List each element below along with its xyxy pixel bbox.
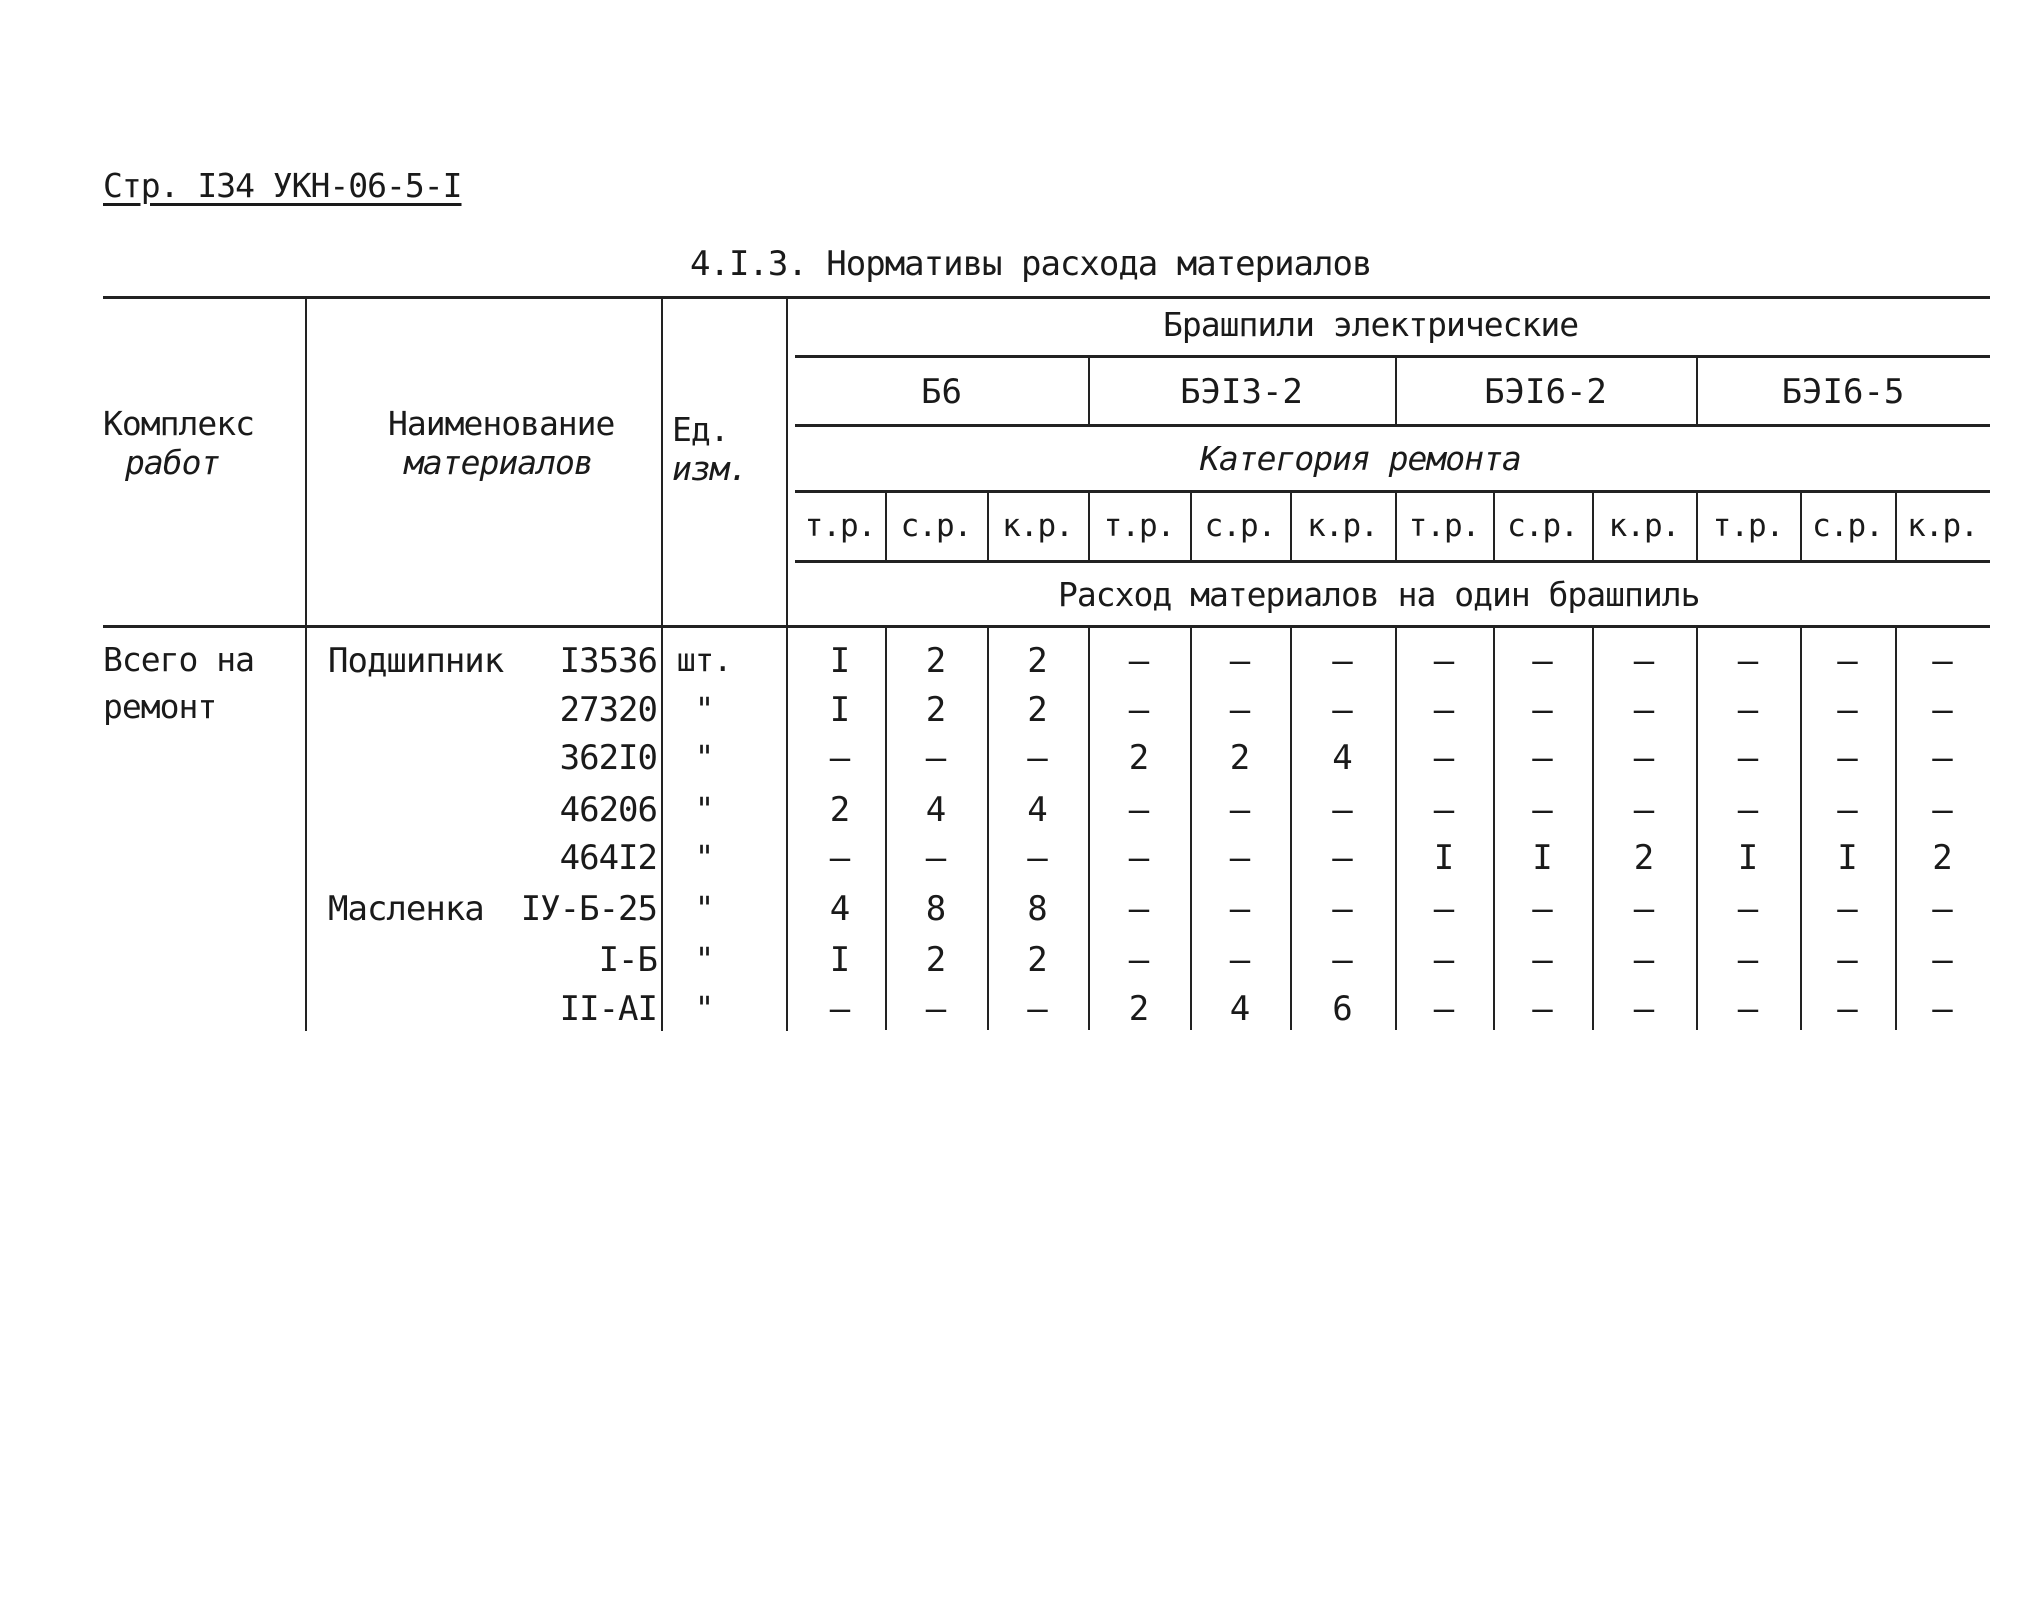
value-cell: – — [1737, 940, 1759, 980]
value-cell: I — [1433, 838, 1455, 878]
col-header-work — [103, 404, 254, 482]
value-cell: 4 — [1332, 738, 1353, 778]
value-cell: – — [829, 738, 851, 778]
value-cell: – — [1433, 641, 1455, 681]
value-cell: – — [1332, 838, 1353, 878]
value-cell: 2 — [829, 790, 851, 830]
value-cell: – — [1532, 889, 1553, 929]
value-cell: – — [1737, 690, 1759, 730]
value-cell: – — [1332, 641, 1353, 681]
value-cell: – — [829, 838, 851, 878]
value-cell: – — [1837, 889, 1858, 929]
value-cell: – — [1837, 738, 1858, 778]
col-header-unit-line2: изм. — [672, 449, 748, 488]
repair-category-title: Категория ремонта — [1200, 439, 1521, 478]
model-label: Б6 — [921, 372, 962, 412]
unit-cell: " — [694, 690, 714, 728]
value-cell: – — [1633, 940, 1655, 980]
value-cell: 4 — [925, 790, 947, 830]
repair-type-label: т.р. — [1408, 508, 1480, 544]
value-cell: – — [1128, 889, 1150, 929]
value-cell: – — [1633, 641, 1655, 681]
value-cell: 4 — [829, 889, 851, 929]
value-cell: 8 — [1027, 889, 1048, 929]
value-cell: – — [925, 838, 947, 878]
value-cell: – — [1027, 838, 1048, 878]
repair-type-label: с.р. — [900, 508, 972, 544]
value-cell: 2 — [1229, 738, 1251, 778]
work-line1: Всего на — [103, 640, 254, 679]
repair-type-rule — [795, 560, 1990, 563]
repair-type-label: т.р. — [804, 508, 876, 544]
value-cell: – — [1433, 790, 1455, 830]
unit-cell: шт. — [676, 641, 732, 679]
value-cell: 2 — [1128, 738, 1150, 778]
value-cell: – — [1837, 940, 1858, 980]
value-cell: 2 — [925, 940, 947, 980]
value-cell: – — [1633, 690, 1655, 730]
unit-cell: " — [694, 989, 714, 1027]
value-cell: – — [1229, 690, 1251, 730]
unit-cell: " — [694, 738, 714, 776]
value-cell: – — [925, 738, 947, 778]
work-description — [103, 640, 254, 726]
consumption-title: Расход материалов на один брашпиль — [1058, 575, 1700, 614]
value-cell: – — [1433, 738, 1455, 778]
value-cell: – — [1128, 690, 1150, 730]
value-cell: 2 — [1027, 690, 1048, 730]
value-cell: – — [1932, 889, 1953, 929]
material-code: II-AI — [559, 989, 657, 1029]
material-code: 464I2 — [559, 838, 657, 878]
value-cell: – — [1837, 641, 1858, 681]
repair-type-label: с.р. — [1507, 508, 1578, 544]
col-header-unit-line1: Ед. — [672, 410, 729, 449]
value-cell: – — [1633, 790, 1655, 830]
value-cell: – — [1633, 889, 1655, 929]
model-label: БЭI3-2 — [1180, 372, 1303, 412]
material-code: I3536 — [559, 641, 657, 681]
value-cell: – — [1229, 641, 1251, 681]
value-cell: – — [1737, 738, 1759, 778]
value-cell: – — [1128, 838, 1150, 878]
value-cell: I — [1837, 838, 1858, 878]
value-cell: – — [1229, 889, 1251, 929]
value-cell: I — [829, 940, 851, 980]
col-header-unit — [672, 410, 747, 488]
value-cell: – — [1932, 790, 1953, 830]
value-cell: – — [1932, 989, 1953, 1029]
value-cell: 4 — [1229, 989, 1251, 1029]
unit-cell: " — [694, 838, 714, 876]
col-header-name — [388, 404, 614, 482]
value-cell: – — [1837, 690, 1858, 730]
work-line2: ремонт — [103, 687, 217, 726]
value-cell: 6 — [1332, 989, 1353, 1029]
col-divider-name — [661, 296, 663, 1031]
unit-cell: " — [694, 790, 714, 828]
category-rule — [795, 490, 1990, 493]
value-cell: – — [1633, 989, 1655, 1029]
value-cell: 2 — [1932, 838, 1953, 878]
value-cell: – — [829, 989, 851, 1029]
unit-cell: " — [694, 940, 714, 978]
value-cell: – — [1532, 989, 1553, 1029]
material-code: IУ-Б-25 — [520, 889, 657, 929]
col-divider-work — [305, 296, 307, 1031]
value-cell: – — [1433, 690, 1455, 730]
repair-type-label: к.р. — [1307, 508, 1378, 544]
page-reference: Стр. I34 УКН-06-5-I — [103, 166, 462, 205]
value-cell: I — [829, 641, 851, 681]
col-header-work-line2: работ — [125, 443, 220, 482]
value-cell: – — [1027, 989, 1048, 1029]
value-cell: 4 — [1027, 790, 1048, 830]
col-header-work-line1: Комплекс — [103, 404, 254, 443]
unit-cell: " — [694, 889, 714, 927]
material-name: Масленка — [328, 889, 484, 929]
value-cell: – — [1229, 940, 1251, 980]
value-cell: – — [1332, 889, 1353, 929]
value-cell: – — [1737, 989, 1759, 1029]
value-cell: – — [1128, 940, 1150, 980]
value-cell: I — [1532, 838, 1553, 878]
material-code: 46206 — [559, 790, 657, 830]
value-cell: – — [1532, 690, 1553, 730]
group-rule — [795, 355, 1990, 358]
value-cell: 8 — [925, 889, 947, 929]
value-cell: – — [1532, 738, 1553, 778]
value-cell: – — [1932, 690, 1953, 730]
value-cell: – — [1932, 940, 1953, 980]
repair-type-label: к.р. — [1608, 508, 1680, 544]
repair-type-label: с.р. — [1204, 508, 1276, 544]
value-cell: – — [1433, 989, 1455, 1029]
value-cell: 2 — [1128, 989, 1150, 1029]
value-cell: I — [829, 690, 851, 730]
value-cell: I — [1737, 838, 1759, 878]
value-cell: – — [1737, 641, 1759, 681]
value-cell: – — [925, 989, 947, 1029]
value-cell: 2 — [1027, 940, 1048, 980]
col-header-name-line2: материалов — [404, 443, 593, 482]
value-cell: – — [1532, 790, 1553, 830]
repair-type-label: к.р. — [1907, 508, 1978, 544]
value-cell: – — [1332, 690, 1353, 730]
value-cell: – — [1932, 641, 1953, 681]
repair-type-label: с.р. — [1812, 508, 1883, 544]
value-cell: – — [1837, 989, 1858, 1029]
repair-type-label: к.р. — [1002, 508, 1073, 544]
value-cell: – — [1332, 790, 1353, 830]
col-header-name-line1: Наименование — [388, 404, 615, 443]
col-divider-unit — [786, 296, 788, 1031]
value-cell: – — [1737, 790, 1759, 830]
value-cell: – — [1433, 889, 1455, 929]
value-cell: – — [1128, 790, 1150, 830]
repair-type-label: т.р. — [1103, 508, 1175, 544]
value-cell: – — [1737, 889, 1759, 929]
header-bottom-rule — [103, 625, 1990, 628]
material-code: 27320 — [559, 690, 657, 730]
value-cell: – — [1229, 790, 1251, 830]
value-cell: 2 — [925, 641, 947, 681]
value-cell: 2 — [1027, 641, 1048, 681]
value-cell: – — [1837, 790, 1858, 830]
value-cell: – — [1128, 641, 1150, 681]
value-cell: – — [1229, 838, 1251, 878]
repair-type-label: т.р. — [1712, 508, 1784, 544]
table-top-rule — [103, 296, 1990, 299]
value-cell: 2 — [1633, 838, 1655, 878]
value-cell: – — [1332, 940, 1353, 980]
model-rule — [795, 424, 1990, 427]
model-label: БЭI6-5 — [1781, 372, 1905, 412]
value-cell: 2 — [925, 690, 947, 730]
model-label: БЭI6-2 — [1484, 372, 1607, 412]
value-cell: – — [1532, 940, 1553, 980]
value-cell: – — [1433, 940, 1455, 980]
material-code: I-Б — [598, 940, 657, 980]
value-cell: – — [1532, 641, 1553, 681]
value-cell: – — [1027, 738, 1048, 778]
material-name: Подшипник — [328, 641, 504, 681]
group-title: Брашпили электрические — [1163, 305, 1579, 344]
value-cell: – — [1633, 738, 1655, 778]
material-code: 362I0 — [559, 738, 657, 778]
section-title: 4.I.3. Нормативы расхода материалов — [690, 244, 1372, 284]
value-cell: – — [1932, 738, 1953, 778]
